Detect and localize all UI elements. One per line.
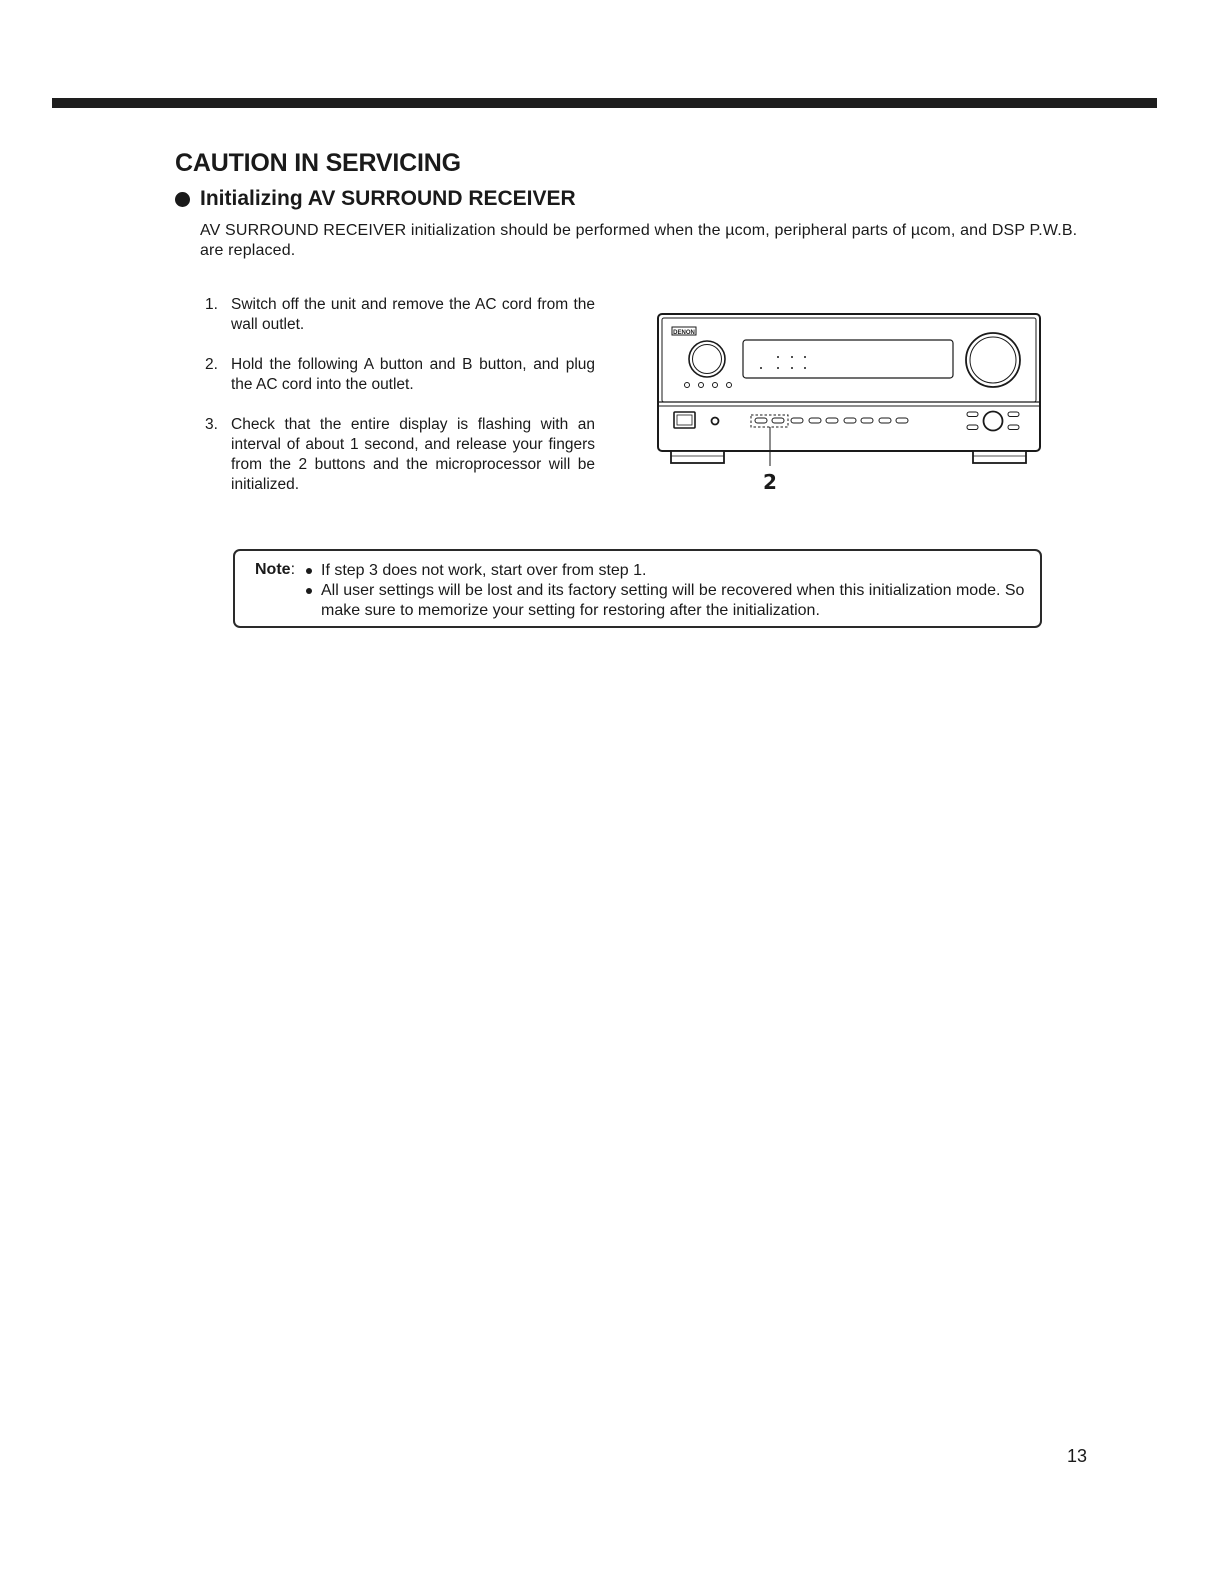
section-title: Initializing AV SURROUND RECEIVER <box>200 187 576 210</box>
b-button <box>772 418 784 423</box>
source-button <box>826 418 838 423</box>
callout-label: 2 <box>763 470 777 494</box>
note-item: If step 3 does not work, start over from step 1. <box>305 561 1025 581</box>
tone-button <box>967 412 978 417</box>
bullet-icon <box>175 192 190 207</box>
tone-button <box>1008 412 1019 417</box>
step-number: 3. <box>205 416 218 433</box>
display-segment <box>760 367 762 369</box>
step-text: Hold the following A button and B button, and plug the AC cord into the outlet. <box>231 356 595 393</box>
display-segment <box>791 356 793 358</box>
step-number: 1. <box>205 296 218 313</box>
note-label-text: Note <box>255 561 291 578</box>
source-button <box>844 418 856 423</box>
display-segment <box>804 356 806 358</box>
a-button <box>755 418 767 423</box>
step-text: Check that the entire display is flashing with an interval of about 1 second, and release your fingers from the 2 buttons and the microprocessor will be initialized. <box>231 416 595 493</box>
display-segment <box>777 367 779 369</box>
tone-button <box>967 425 978 430</box>
display-segment <box>777 356 779 358</box>
section-heading <box>175 187 576 211</box>
master-volume-knob <box>966 333 1020 387</box>
step-item <box>200 295 595 335</box>
tone-button <box>1008 425 1019 430</box>
source-button <box>861 418 873 423</box>
note-box <box>233 549 1042 628</box>
display-segment <box>791 367 793 369</box>
note-item: All user settings will be lost and its factory setting will be recovered when this initialization mode. So make sure to memorize your setting for restoring after the initialization. <box>305 581 1025 621</box>
left-foot <box>671 451 724 463</box>
steps-list <box>200 295 595 515</box>
page-number: 13 <box>1067 1446 1088 1466</box>
small-round-button <box>727 383 732 388</box>
note-list <box>305 561 1025 621</box>
source-button <box>809 418 821 423</box>
source-button <box>791 418 803 423</box>
step-item <box>200 415 595 495</box>
small-round-button <box>713 383 718 388</box>
source-button <box>879 418 891 423</box>
selector-knob <box>984 412 1003 431</box>
note-label: Note: <box>255 561 296 578</box>
step-number: 2. <box>205 356 218 373</box>
intro-paragraph: AV SURROUND RECEIVER initialization should be performed when the µcom, peripheral parts of µcom, and DSP P.W.B. are replaced. <box>200 222 1078 259</box>
small-round-button <box>699 383 704 388</box>
receiver-front-panel-illustration <box>652 308 1044 498</box>
source-button <box>896 418 908 423</box>
page-title: CAUTION IN SERVICING <box>175 149 461 177</box>
top-rule <box>52 98 1157 108</box>
brand-logo: DENON <box>673 329 695 336</box>
input-selector-knob <box>689 341 725 377</box>
display-window <box>743 340 953 378</box>
small-round-button <box>685 383 690 388</box>
headphone-jack <box>712 418 719 425</box>
step-text: Switch off the unit and remove the AC cord from the wall outlet. <box>231 296 595 333</box>
step-item <box>200 355 595 395</box>
display-segment <box>804 367 806 369</box>
right-foot <box>973 451 1026 463</box>
